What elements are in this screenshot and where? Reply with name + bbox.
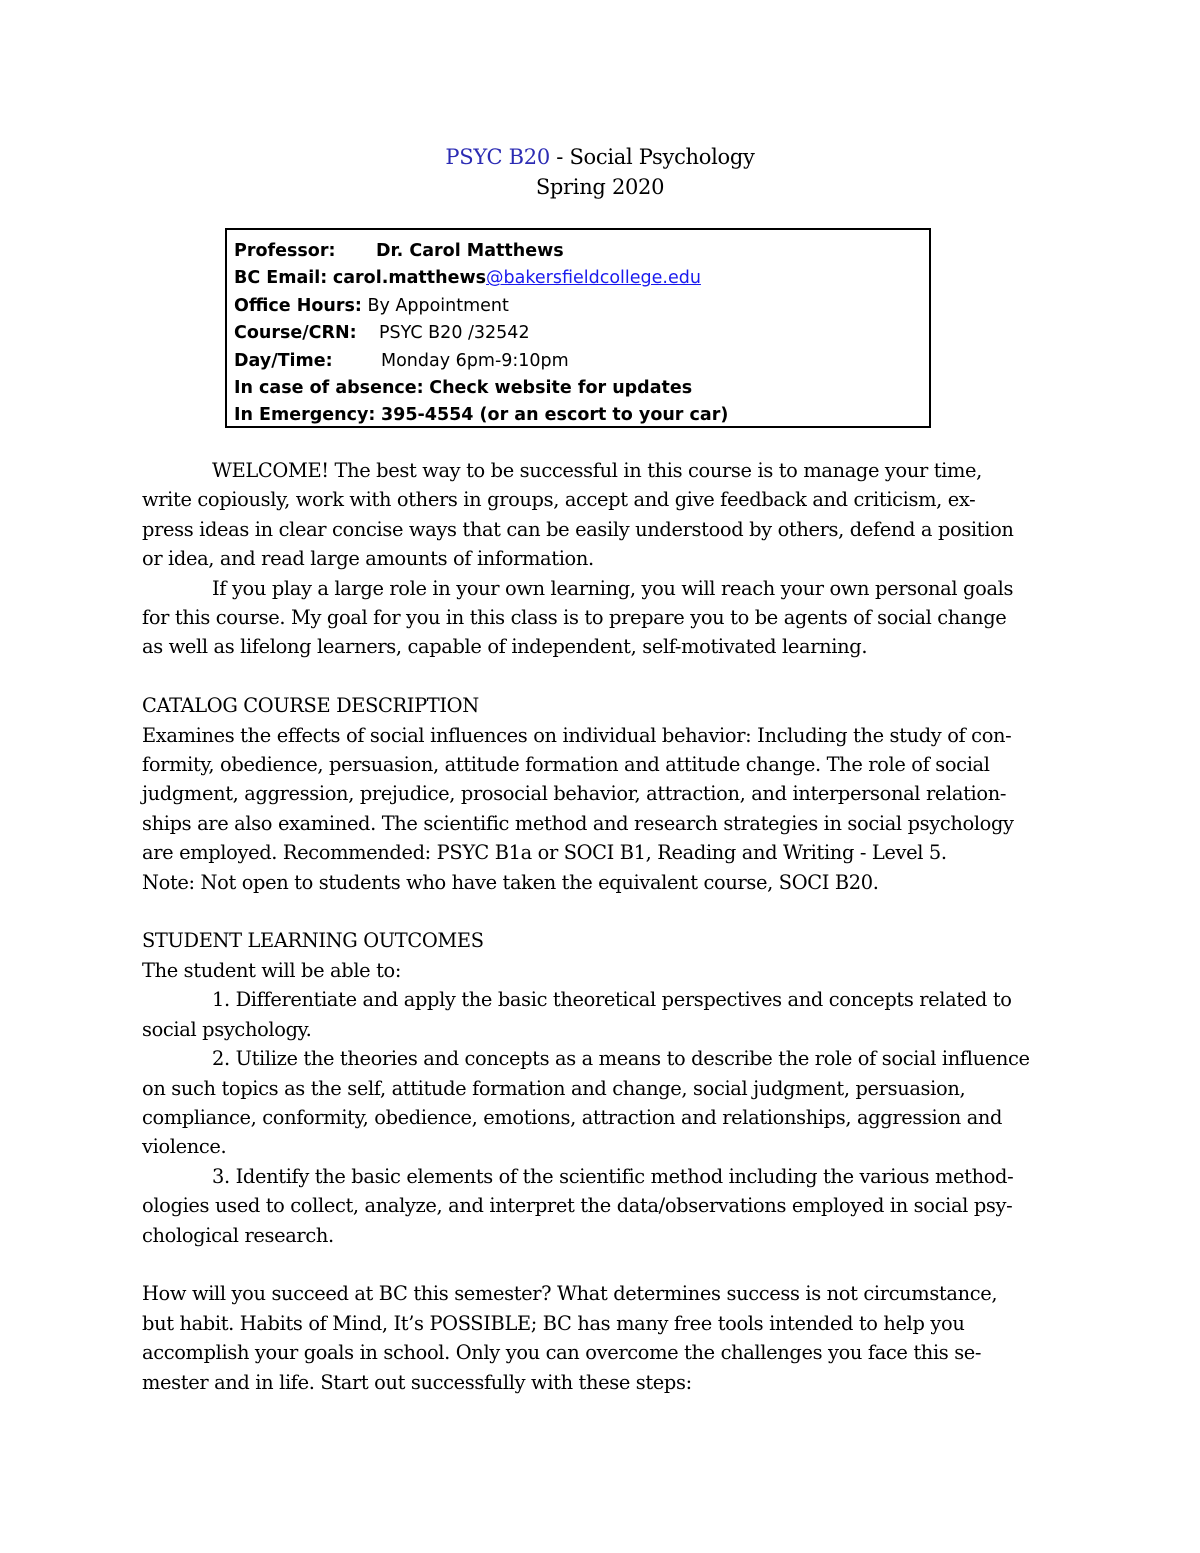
document-header bbox=[0, 142, 1200, 202]
outcome-item-2-cont: violence. bbox=[142, 1135, 227, 1159]
outcomes-intro: The student will be able to: bbox=[142, 958, 402, 982]
outcome-item-2-cont: on such topics as the self, attitude formation and change, social judgment, persuasion, bbox=[142, 1076, 966, 1100]
learning-paragraph bbox=[142, 574, 1072, 662]
outcome-item-3-cont: ologies used to collect, analyze, and interpret the data/observations employed in social psy- bbox=[142, 1194, 1013, 1218]
catalog-line: are employed. Recommended: PSYC B1a or SOCI B1, Reading and Writing - Level 5. bbox=[142, 841, 947, 865]
catalog-line: ships are also examined. The scientific method and research strategies in social psychology bbox=[142, 811, 1014, 835]
outcome-item-2-cont: compliance, conformity, obedience, emotions, attraction and relationships, aggression and bbox=[142, 1105, 1003, 1129]
course-info-box bbox=[225, 228, 931, 428]
welcome-line: write copiously, work with others in groups, accept and give feedback and criticism, ex- bbox=[142, 488, 976, 512]
course-crn-value: PSYC B20 /32542 bbox=[379, 323, 530, 344]
outcome-item-3: 3. Identify the basic elements of the scientific method including the various method- bbox=[212, 1164, 1014, 1188]
outcome-item-1: 1. Differentiate and apply the basic theoretical perspectives and concepts related to bbox=[212, 988, 1012, 1012]
welcome-line: or idea, and read large amounts of information. bbox=[142, 547, 594, 571]
success-line: but habit. Habits of Mind, It’s POSSIBLE; BC has many free tools intended to help you bbox=[142, 1311, 965, 1335]
catalog-line: Note: Not open to students who have taken the equivalent course, SOCI B20. bbox=[142, 870, 879, 894]
email-link[interactable]: @bakersfieldcollege.edu bbox=[486, 268, 701, 289]
welcome-paragraph bbox=[142, 456, 1072, 574]
office-hours-label: Office Hours: bbox=[234, 295, 362, 316]
course-title: - Social Psychology bbox=[549, 145, 755, 169]
success-line: mester and in life. Start out successfully with these steps: bbox=[142, 1370, 692, 1394]
learning-line: as well as lifelong learners, capable of independent, self-motivated learning. bbox=[142, 635, 868, 659]
welcome-line: press ideas in clear concise ways that can be easily understood by others, defend a position bbox=[142, 517, 1014, 541]
professor-value: Dr. Carol Matthews bbox=[376, 241, 564, 261]
success-paragraph bbox=[142, 1279, 1072, 1397]
course-title-line bbox=[0, 142, 1200, 172]
outcome-item-2: 2. Utilize the theories and concepts as a means to describe the role of social influence bbox=[212, 1047, 1030, 1071]
catalog-section bbox=[142, 691, 1072, 897]
success-line: accomplish your goals in school. Only you can overcome the challenges you face this se- bbox=[142, 1341, 982, 1365]
success-line: How will you succeed at BC this semester? What determines success is not circumstance, bbox=[142, 1282, 998, 1306]
course-crn-label: Course/CRN: bbox=[234, 323, 357, 344]
outcomes-section bbox=[142, 926, 1072, 1249]
learning-line: for this course. My goal for you in this class is to prepare you to be agents of social change bbox=[142, 606, 1007, 630]
welcome-line: WELCOME! The best way to be successful in this course is to manage your time, bbox=[212, 459, 982, 482]
email-label: BC Email: bbox=[234, 268, 328, 289]
emergency-row bbox=[234, 402, 929, 428]
absence-label: In case of absence: bbox=[234, 378, 424, 399]
spacer bbox=[142, 897, 1072, 926]
spacer bbox=[142, 1250, 1072, 1279]
course-crn-row bbox=[234, 320, 929, 347]
catalog-line: judgment, aggression, prejudice, prosocial behavior, attraction, and interpersonal relation- bbox=[142, 782, 1007, 806]
day-time-label: Day/Time: bbox=[234, 350, 333, 371]
email-row bbox=[234, 265, 929, 292]
learning-line: If you play a large role in your own learning, you will reach your own personal goals bbox=[212, 576, 1014, 600]
professor-label: Professor: bbox=[234, 241, 336, 261]
absence-value: Check website for updates bbox=[429, 378, 693, 399]
syllabus-body bbox=[142, 456, 1072, 1397]
day-time-value: Monday 6pm-9:10pm bbox=[381, 350, 569, 371]
office-hours-value: By Appointment bbox=[367, 295, 509, 316]
course-code: PSYC B20 bbox=[445, 145, 550, 169]
term: Spring 2020 bbox=[535, 175, 665, 199]
professor-row bbox=[234, 238, 929, 265]
outcome-item-3-cont: chological research. bbox=[142, 1223, 334, 1247]
catalog-heading: CATALOG COURSE DESCRIPTION bbox=[142, 694, 479, 718]
catalog-line: Examines the effects of social influences on individual behavior: Including the study of con- bbox=[142, 723, 1012, 747]
catalog-line: formity, obedience, persuasion, attitude formation and attitude change. The role of social bbox=[142, 753, 990, 777]
outcomes-heading: STUDENT LEARNING OUTCOMES bbox=[142, 929, 484, 953]
outcome-item-1-cont: social psychology. bbox=[142, 1017, 312, 1041]
spacer bbox=[142, 662, 1072, 691]
emergency-value: 395-4554 (or an escort to your car) bbox=[380, 405, 729, 426]
office-hours-row bbox=[234, 293, 929, 320]
emergency-label: In Emergency: bbox=[234, 405, 376, 426]
email-user: carol.matthews bbox=[332, 268, 487, 289]
day-time-row bbox=[234, 348, 929, 375]
absence-row bbox=[234, 375, 929, 402]
